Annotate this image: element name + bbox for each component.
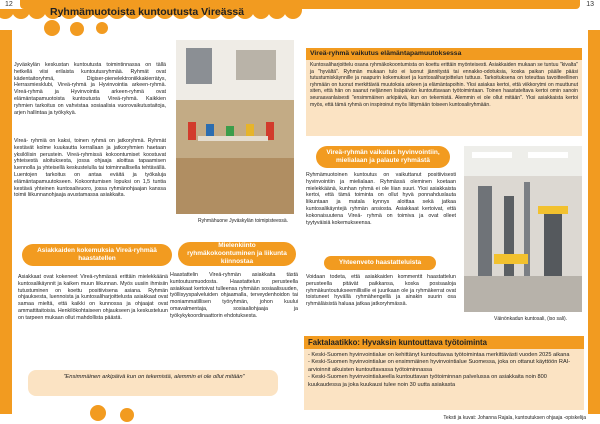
left-side-band xyxy=(0,30,12,414)
decor-circle xyxy=(44,20,60,36)
summary-heading: Yhteenveto haastatteluista xyxy=(324,256,436,270)
gym-caption: Väinönkadun kuntosali, (iso sali). xyxy=(494,316,568,322)
page-title: Ryhmämuotoista kuntoutusta Vireässä xyxy=(50,6,245,18)
group-room-caption: Ryhmähuone Jyväskylän toimipisteessä. xyxy=(198,218,289,224)
facts-item: - Keski-Suomen hyvinvointialue on kehittänyt kuntouttavaa työtoimintaa merkittävästi vuoden 2025 aikana xyxy=(308,352,570,358)
wellbeing-text: Ryhmämuotoinen kuntoutus on vaikuttanut positiivisesti hyvinvointiin ja mielialaan. Ryhmässä oleminen koetaan mielekkäänä, kunhan ryhmä ei ole liian suuri. Yksi asiakkaista kertoi, että tämä toiminta on ollut hyvä ponnahduslauta liikuntaan ja matala kynnys aloittaa sekä jatkaa kuntosalikäyntejä ryhmän ansiosta. Asiakkaat kertoivat, että kokonaisuutena Vireä- ryhmä on toimiva ja ovat olleet tyytyväisiä kokemukseensa. xyxy=(306,172,456,226)
intro-text: Jyväskylän keskustan kuntoutusta toimintinnassa on tällä hetkellä viisi erilaista kuntoutusryhmää. Ryhmät ovat kädentaitoryhmä, Digiser-pienelektroniikkakierrätys, Herrasmiesklubi, Vireä-ryhmä ja Hyvinvointia arkeen-ryhmä. Vireä-ryhmä ja Hyvinvointia arkeen-ryhmä ovat elämäntapamuotoista kuntoutusta Vireä-ryhmä. Kaikkien ryhmien tarkoitus on vahvistaa sosiaalisia vuorovaikutustaitoja, arjen hallintaa ja työkykyä. xyxy=(14,62,166,116)
page-number-left: 12 xyxy=(5,1,13,8)
impact-heading: Vireä-ryhmä vaikutus elämäntapamuutoksessa xyxy=(306,48,582,60)
page-number-right: 13 xyxy=(586,1,594,8)
summary-text: Voidaan todeta, että asiakkaiden kommentit haastattelun perusteella pitävät paikkansa, koska posisaaloja ryhmäkuntoutukseemillisille ei juurikaan ole ja ryhmäkerrat ovat toistuneet hyvällä ryhmähengellä ja ainakin suurin osa ryhmäläisistä haluaa jatkaa jatkoryhmässä. xyxy=(306,274,456,308)
interest-text: Haastattelin Vireä-ryhmän asiakkaita tästä kuntoutusmuodosta. Haastattelun perusteella asiakkaat kertoivat tulleensa ryhmään sosiaalisuuden, työllisyyspalveluiden ohjaamalla, terveydenhoidon tai moniammatillisen työryhmän, johon kuului omavalmentaja, sosiaaliohjaaja ja työkykykoordinaattorin ehdotuksesta. xyxy=(170,272,298,319)
facts-list xyxy=(308,352,580,389)
left-column-text: Vireä- ryhmiä on kaksi, toinen ryhmä on jatkoryhmä. Ryhmät kestävät kolme kuukautta kerrallaan ja jatkoryhmien haetaan yksilölisin perustein. Vireä-ryhmissä kokoontumiset koostuvat yhteisestä aloituksesta, jossa ohjaaja aloittaa tapaamisen luennolla ja yhteisellä keskustelulla tai toiminnallisella tehtävällä. Luentojen tarkoitus on antaa eväitä ja työkaluja elämäntapamuutokseen. Kokoontumisen lopuksi on 1,5 tuntia kestävä yhteinen kuntosalivuoro, jossa ryhmänohjaajan kanssa toimii liikunnanohjaaja avustamassa asiakkaita. xyxy=(14,138,166,199)
right-side-band xyxy=(588,30,600,414)
facts-heading: Faktalaatikko: Hyvaksin kuntouttava työtoiminta xyxy=(304,336,584,349)
impact-text: Kuntosaliharjoittelu osana ryhmäkokoontumista on koettu erittäin myönteisesti. Asiakkaiden mukaan se tuntuu "kivalta" ja "hyvältä". Ryhmän mukaan tulo ei luonut jännitystä tai ennakko-odotuksia, koska paikan päälle pääsi tutustumiskäynnille ja naapurin kokemukset ja kuntosaliharjoittelun tuttuus. Tarkoituksena on toteuttaa tavoitteellinen ryhmään on tuonut merkittäviä muutoksia arkeen ja elämäntapoihin. Yksi asiakas kertoi, että viikkorytmi on muuttunut siten, että hän on saanut neljännen lisäpäivän kuntouttavaan työtoimintaan. Toinen haastateltava kertoi omin sanoin seuraavanlaisesti "ensimmäinen arkipäivä, kun on tekemistä. Alemmin ei ole ollut mitään". Yksi asiakkaista kertoi myös, että tämä ryhmä on inspiroinut myös liittymään toiseen kuntosaliryhmään. xyxy=(310,62,578,108)
gym-photo xyxy=(464,146,582,312)
credits: Teksti ja kuvat: Johanna Rajala, kuntoutuksen ohjaaja -opiskelija xyxy=(443,415,586,421)
group-room-photo xyxy=(176,40,294,214)
decor-circle xyxy=(90,405,106,421)
facts-item: - Keski-Suomen hyvinvointialue on ensimmäinen hyvinvointialue Suomessa, joka on ottanut käyttöön RAI-arvioinnit aikuisten kuntouttavassa työtoiminnassa xyxy=(308,359,571,373)
decor-circle xyxy=(96,22,108,34)
experiences-text: Asiakkaat ovat kokeneet Vireä-ryhmässä erittäin mielekkäänä kuntosalikäynnit ja kaiken muun liikunnan. Myös uusiin ihmisiin tutustuminen on koettu positiivisena asiana. Ryhmän ohjauksesta, luennoista ja kuntosaliharjoittelusta asiakkaat ovat samaa mieltä, että kaikki on kunnossa ja ohjaajat ovat ammattitaitoisia. Henkilökohtaiseen ohjaukseen ja keskusteluun on tarpeen mukaan ollut mahdollista päästä. xyxy=(18,274,168,321)
experiences-heading: Asiakkaiden kokemuksia Vireä-ryhmää haastatellen xyxy=(22,244,172,266)
decor-circle xyxy=(70,22,84,36)
quote-text: "Ensimmäinen arkipäivä kun on tekemistä, alemmin ei ole ollut mitään" xyxy=(63,374,245,380)
interest-heading: Mielenkiinto ryhmäkokoontuminen ja liikunta kiinnostaa xyxy=(178,242,296,266)
facts-item: - Keski-Suomen hyvinvointialueella kuntouttavan työtoiminnan palvelussa on asiakkaita noin 800 kuukaudessa ja joka kuukausi tulee noin 30 uutta asiakasta xyxy=(308,374,547,388)
wellbeing-heading: Vireä-ryhmän vaikutus hyvinvointiin, mielialaan ja palaute ryhmästä xyxy=(316,146,450,168)
decor-circle xyxy=(120,408,134,422)
